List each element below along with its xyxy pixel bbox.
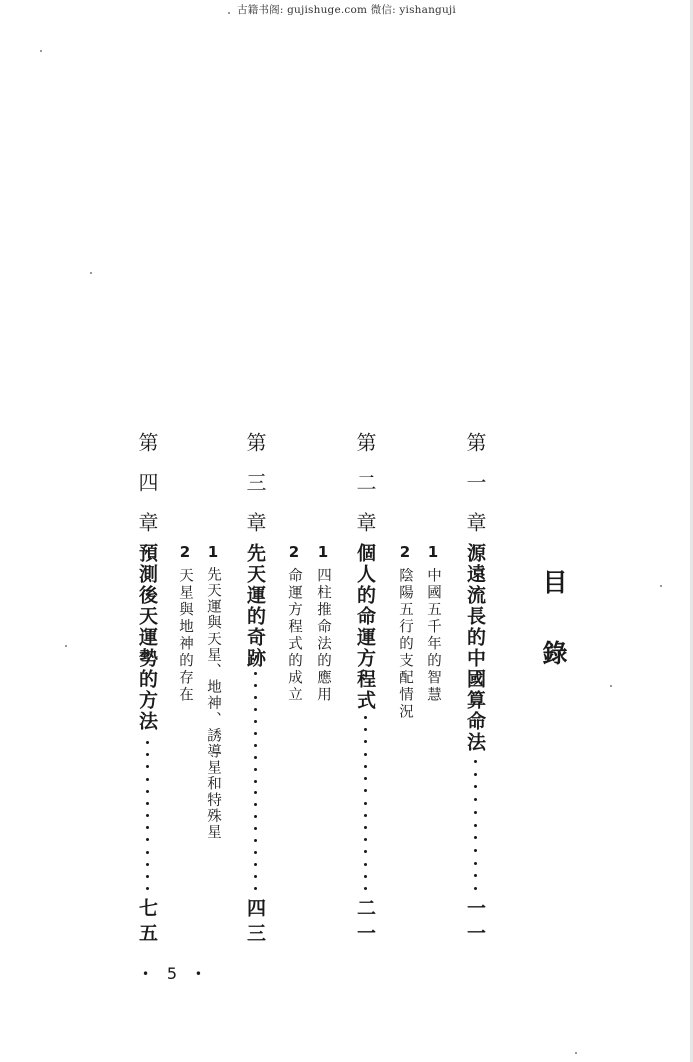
leader-dot xyxy=(364,789,367,792)
chapter-2-section-1 xyxy=(315,543,330,704)
leader-dot xyxy=(364,826,367,829)
leader-dot xyxy=(254,875,257,878)
chapter-3-section-1 xyxy=(205,543,220,840)
page-bullet-left: • xyxy=(142,966,150,981)
leader-dot xyxy=(364,777,367,780)
section-text: 命運方程式的成立 xyxy=(286,567,302,704)
section-text: 先天運與天星、地神、誘導星和特殊星 xyxy=(205,566,221,841)
leader-dot xyxy=(146,765,149,768)
leader-dot xyxy=(364,814,367,817)
leader-dot xyxy=(364,716,367,719)
section-text: 四柱推命法的應用 xyxy=(315,567,331,704)
leader-dot xyxy=(254,803,257,806)
chapter-3-title: 先天運的奇跡 xyxy=(244,543,266,669)
section-number: 1 xyxy=(424,543,442,564)
section-number: 2 xyxy=(285,543,303,564)
leader-dot xyxy=(146,826,149,829)
leader-dot xyxy=(254,732,257,735)
leader-dot xyxy=(254,851,257,854)
scan-speck xyxy=(65,645,67,647)
section-number: 2 xyxy=(396,543,414,564)
leader-dot xyxy=(254,696,257,699)
leader-dot xyxy=(364,802,367,805)
leader-dot xyxy=(254,827,257,830)
leader-dot xyxy=(254,720,257,723)
leader-dot xyxy=(474,785,477,788)
chapter-4-label: 第四章 xyxy=(135,432,159,552)
section-text: 陰陽五行的支配情況 xyxy=(397,567,413,721)
leader-dot xyxy=(474,836,477,839)
leader-dot xyxy=(474,862,477,865)
scan-speck xyxy=(610,685,612,687)
chapter-1-leader xyxy=(474,760,478,890)
chapter-1-label: 第一章 xyxy=(463,432,487,552)
leader-dot xyxy=(254,815,257,818)
chapter-3-leader xyxy=(254,672,258,890)
leader-dot xyxy=(364,765,367,768)
leader-dot xyxy=(254,672,257,675)
scan-speck xyxy=(575,1052,577,1054)
leader-dot xyxy=(364,753,367,756)
toc-title: 目錄 xyxy=(539,569,568,711)
scan-speck xyxy=(660,585,662,587)
chapter-3-page: 四三 xyxy=(244,898,266,948)
chapter-2-page: 二一 xyxy=(354,898,376,948)
leader-dot xyxy=(474,849,477,852)
leader-dot xyxy=(474,773,477,776)
section-number: 2 xyxy=(176,543,194,564)
leader-dot xyxy=(254,839,257,842)
chapter-1-section-1 xyxy=(425,543,440,704)
leader-dot xyxy=(254,756,257,759)
chapter-4-title: 預測後天運勢的方法 xyxy=(136,543,158,732)
leader-dot xyxy=(146,838,149,841)
page-number-text: 5 xyxy=(166,964,178,983)
leader-dot xyxy=(364,875,367,878)
section-text: 中國五千年的智慧 xyxy=(425,567,441,704)
leader-dot xyxy=(474,798,477,801)
leader-dot xyxy=(364,887,367,890)
leader-dot xyxy=(474,887,477,890)
leader-dot xyxy=(146,863,149,866)
leader-dot xyxy=(254,887,257,890)
leader-dot xyxy=(474,811,477,814)
leader-dot xyxy=(146,778,149,781)
leader-dot xyxy=(254,768,257,771)
leader-dot xyxy=(474,760,477,763)
scan-speck xyxy=(90,272,92,274)
leader-dot xyxy=(146,790,149,793)
leader-dot xyxy=(146,851,149,854)
leader-dot xyxy=(364,740,367,743)
chapter-3-label: 第三章 xyxy=(243,432,267,552)
leader-dot xyxy=(146,741,149,744)
leader-dot xyxy=(254,863,257,866)
chapter-2-title: 個人的命運方程式 xyxy=(354,543,376,711)
chapter-1-title: 源遠流長的中國算命法 xyxy=(464,543,486,753)
leader-dot xyxy=(254,744,257,747)
watermark-text: 古籍书阁: gujishuge.com 微信: yishanguji xyxy=(237,4,456,16)
leader-dot xyxy=(364,728,367,731)
scan-speck xyxy=(228,12,230,14)
leader-dot xyxy=(254,708,257,711)
chapter-2-leader xyxy=(364,716,368,890)
leader-dot xyxy=(254,791,257,794)
page-bullet-right: • xyxy=(194,966,202,981)
chapter-2-label: 第二章 xyxy=(353,432,377,552)
leader-dot xyxy=(254,780,257,783)
leader-dot xyxy=(364,850,367,853)
chapter-4-leader xyxy=(146,741,150,890)
chapter-3-section-2 xyxy=(177,543,192,704)
leader-dot xyxy=(364,863,367,866)
section-number: 1 xyxy=(314,543,332,564)
leader-dot xyxy=(474,874,477,877)
leader-dot xyxy=(146,875,149,878)
page-number xyxy=(142,964,202,983)
leader-dot xyxy=(254,684,257,687)
leader-dot xyxy=(364,838,367,841)
leader-dot xyxy=(146,887,149,890)
chapter-4-page: 七五 xyxy=(136,898,158,948)
section-number: 1 xyxy=(204,543,222,563)
scan-speck xyxy=(40,50,42,52)
chapter-1-section-2 xyxy=(397,543,412,721)
section-text: 天星與地神的存在 xyxy=(177,567,193,704)
leader-dot xyxy=(146,814,149,817)
leader-dot xyxy=(474,824,477,827)
leader-dot xyxy=(146,753,149,756)
chapter-1-page: 一一 xyxy=(464,898,486,948)
chapter-2-section-2 xyxy=(286,543,301,704)
leader-dot xyxy=(146,802,149,805)
